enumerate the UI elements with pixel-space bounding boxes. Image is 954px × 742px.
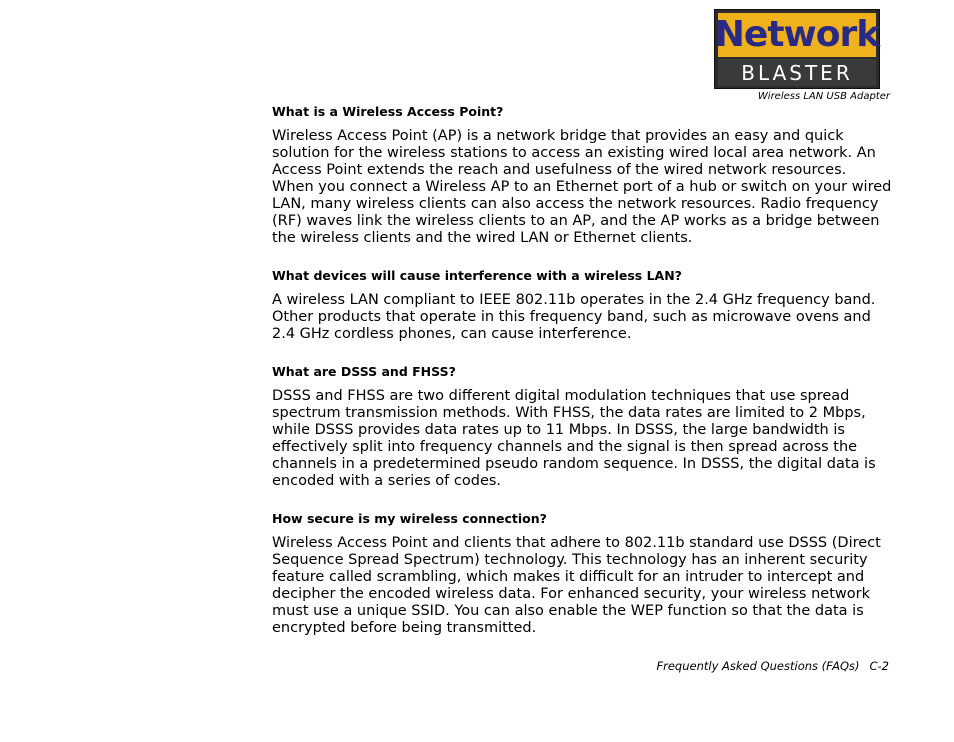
faq-answer: DSSS and FHSS are two different digital modulation techniques that use spread spectrum transmission methods. With FHSS, the data rates are limited to 2 Mbps, while DSSS provides data rates up to 11 Mbps. In DSSS, the large bandwidth is effectively split into frequency channels and the signal is then spread across the channels in a predetermined pseudo random sequence. In DSSS, the digital data is encoded with a series of codes. <box>272 388 876 489</box>
faq-answer: A wireless LAN compliant to IEEE 802.11b operates in the 2.4 GHz frequency band. Other products that operate in this frequency band, such as microwave ovens and 2.4 GHz cordless phones, can cause interference. <box>272 292 876 342</box>
faq-question: What is a Wireless Access Point? <box>272 104 504 119</box>
faq-answer: Wireless Access Point and clients that adhere to 802.11b standard use DSSS (Direct Sequence Spread Spectrum) technology. This technology has an inherent security feature called scrambling, which makes it difficult for an intruder to intercept and decipher the encoded wireless data. For enhanced security, your wireless network must use a unique SSID. You can also enable the WEP function so that the data is encrypted before being transmitted. <box>272 535 881 636</box>
faq-content <box>272 104 892 658</box>
faq-answer: Wireless Access Point (AP) is a network bridge that provides an easy and quick solution for the wireless stations to access an existing wired local area network. An Access Point extends the reach and usefulness of the wired network resources. When you connect a Wireless AP to an Ethernet port of a hub or switch on your wired LAN, many wireless clients can also access the network resources. Radio frequency (RF) waves link the wireless clients to an AP, and the AP works as a bridge between the wireless clients and the wired LAN or Ethernet clients. <box>272 128 892 246</box>
faq-question: What are DSSS and FHSS? <box>272 364 456 379</box>
faq-question: What devices will cause interference with a wireless LAN? <box>272 268 682 283</box>
page-number: C-2 <box>869 659 889 673</box>
logo-top-panel <box>714 13 880 57</box>
faq-item <box>272 268 892 343</box>
logo-subword: BLASTER <box>741 60 853 85</box>
faq-question: How secure is my wireless connection? <box>272 511 547 526</box>
network-blaster-logo <box>714 9 880 89</box>
page-footer <box>600 659 889 673</box>
faq-item <box>272 511 892 637</box>
logo-bottom-panel <box>718 59 876 86</box>
faq-item <box>272 364 892 490</box>
logo-word: Network <box>714 14 880 55</box>
faq-item <box>272 104 892 247</box>
footer-section-title: Frequently Asked Questions (FAQs) <box>656 659 860 673</box>
logo-tagline: Wireless LAN USB Adapter <box>757 91 890 102</box>
